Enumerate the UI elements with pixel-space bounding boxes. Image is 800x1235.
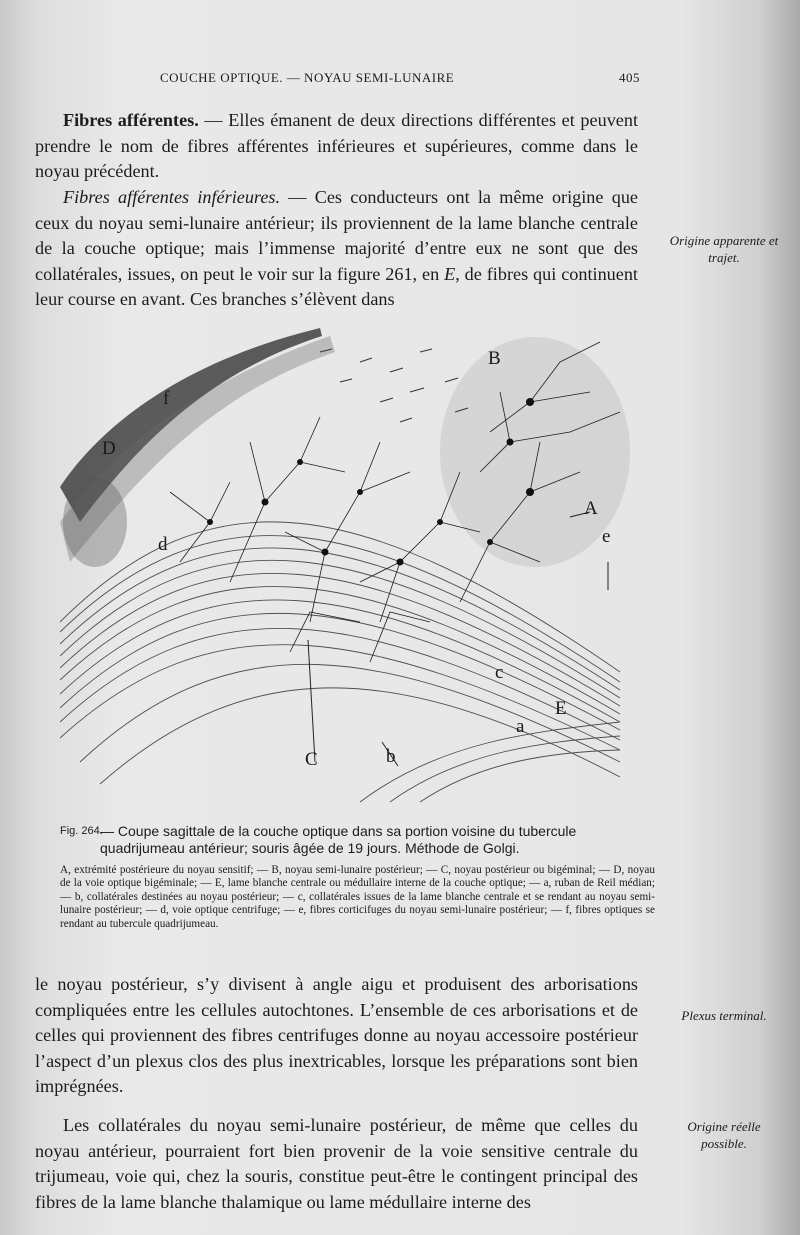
- figure-caption: [60, 823, 655, 931]
- golgi-drawing: [60, 322, 632, 804]
- paragraph-afferentes-inferieures: [35, 185, 638, 313]
- caption-text: — Coupe sagittale de la couche optique dans sa portion voisine du tubercule quadrijumeau antérieur; souris âgée de 19 jours. Méthode de Golgi.: [100, 823, 577, 856]
- label-C: C: [305, 749, 318, 770]
- paragraph-text: — Elles émanent de deux directions différentes et peuvent prendre le nom de fibres afférentes inférieures et supérieures, comme dans le noyau précédent.: [35, 110, 639, 182]
- paragraph-noyau-posterieur: [35, 972, 638, 1100]
- running-title: COUCHE OPTIQUE. — NOYAU SEMI-LUNAIRE: [160, 70, 455, 85]
- label-b: b: [386, 746, 396, 767]
- paragraph-title: Fibres afférentes inférieures.: [63, 187, 281, 207]
- paragraph-text: — Ces conducteurs ont la même origine que ceux du noyau semi-lunaire antérieur; ils proviennent de la lame blanche centrale de la couche optique; mais l’immense majorité d’entre eux ne sont que des collatérales, issues, on peut le voir sur la figure 261, en: [35, 187, 638, 284]
- label-a: a: [516, 716, 525, 737]
- margin-note-origine-apparente: Origine apparente et trajet.: [669, 233, 779, 265]
- paragraph-text: le noyau postérieur, s’y divisent à angle aigu et produisent des arborisations compliquées entre les cellules autochtones. L’ensemble de ces arborisations et de celles qui proviennent des fibres centrifuges donne au noyau accessoire postérieur l’aspect d’un plexus clos des plus inextricables, lorsque les préparations sont bien imprégnées.: [35, 974, 638, 1097]
- label-d: d: [158, 534, 168, 555]
- page-number: 405: [619, 70, 640, 85]
- paragraph-fibres-afferentes: [35, 108, 638, 185]
- label-D: D: [102, 438, 116, 459]
- paragraph-collaterales: [35, 1113, 638, 1215]
- label-B: B: [488, 348, 501, 369]
- paragraph-text: Les collatérales du noyau semi-lunaire postérieur, de même que celles du noyau antérieur, pourraient fort bien provenir de la voie sensitive centrale du trijumeau, voie qui, chez la souris, constitue peut-être le contingent principal des fibres de la lame blanche thalamique ou lame médullaire interne des: [35, 1115, 638, 1212]
- margin-note-origine-reelle: Origine réelle possible.: [687, 1119, 761, 1151]
- caption-main: [60, 823, 655, 857]
- figure-number: Fig. 264.: [60, 825, 103, 837]
- label-A: A: [584, 498, 598, 519]
- paragraph-title: Fibres afférentes.: [63, 110, 199, 130]
- stipple-marks: [320, 349, 468, 422]
- caption-legend: A, extrémité postérieure du noyau sensitif; — B, noyau semi-lunaire postérieur; — C, noyau postérieur ou bigéminal; — D, noyau de la voie optique bigéminale; — E, lame blanche centrale ou médullaire interne de la couche optique; — a, ruban de Reil médian; — b, collatérales destinées au noyau postérieur; — c, collatérales issues de la lame blanche centrale et se rendant au noyau semi-lunaire postérieur; — d, voie optique centrifuge; — e, fibres corticifuges du noyau semi-lunaire postérieur; — f, fibres optiques se rendant au tubercule quadrijumeau.: [60, 864, 655, 930]
- nucleus-d-region: [63, 477, 127, 567]
- label-c: c: [495, 662, 504, 683]
- label-E: E: [555, 698, 567, 719]
- figure-golgi-section: [60, 322, 632, 804]
- label-f: f: [163, 388, 170, 409]
- paragraph-text-continued: , de fibres qui continuent leur course en avant. Ces branches s’élèvent dans: [35, 263, 638, 310]
- margin-note-plexus: Plexus terminal.: [681, 1008, 767, 1023]
- label-e: e: [602, 526, 611, 547]
- figure-letter-ref: E: [444, 263, 456, 284]
